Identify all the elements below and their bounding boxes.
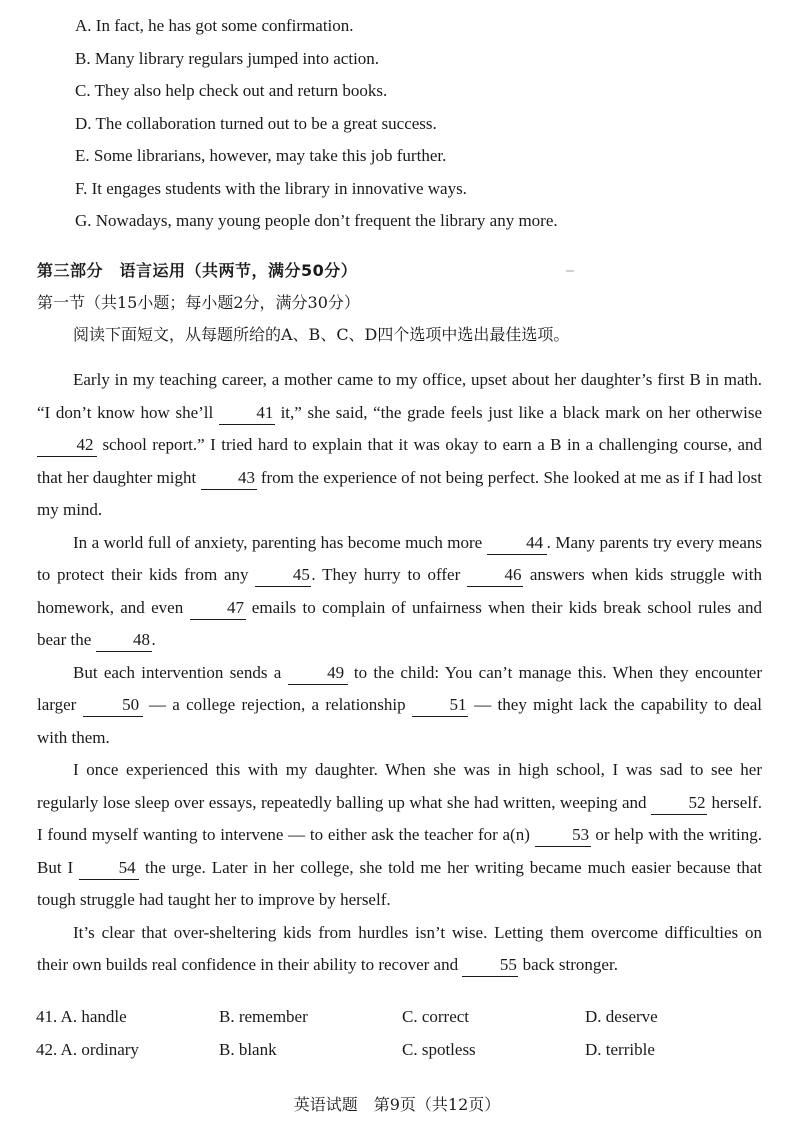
option-g: G. Nowadays, many young people don’t frequent the library any more. [75, 211, 558, 230]
blank-41: 41 [219, 402, 275, 425]
q42-option-a: 42. A. ordinary [36, 1040, 139, 1059]
option-f: F. It engages students with the library in innovative ways. [75, 178, 467, 198]
page-footer: 英语试题 第9页（共12页） [293, 1095, 501, 1114]
cloze-passage [37, 364, 762, 982]
q41-option-d: D. deserve [585, 1007, 658, 1026]
q42-option-d: D. terrible [585, 1040, 655, 1059]
blank-53: 53 [535, 824, 591, 847]
q41-option-a: 41. A. handle [36, 1007, 127, 1026]
option-b: B. Many library regulars jumped into action. [75, 48, 380, 68]
answer-options-list [75, 10, 558, 238]
blank-46: 46 [467, 564, 523, 587]
q42-option-c: C. spotless [402, 1040, 476, 1059]
q41-option-b: B. remember [219, 1007, 308, 1026]
blank-42: 42 [37, 434, 97, 457]
option-a: A. In fact, he has got some confirmation. [75, 16, 354, 35]
print-smudge [566, 270, 574, 272]
blank-47: 47 [190, 597, 246, 620]
paragraph-4: I once experienced this with my daughter. When she was in high school, I was sad to see her regularly lose sleep over essays, repeatedly balling up what she had written, weeping and 52 herself. I found myself wanting to intervene — to either ask the teacher for a(n) 53 or help with the writing. But I 54 the urge. Later in her college, she told me her writing became much easier because that tough struggle had taught her to improve by herself. [37, 760, 763, 909]
blank-52: 52 [651, 792, 707, 815]
option-c: C. They also help check out and return books. [75, 81, 388, 100]
q41-option-c: C. correct [402, 1007, 470, 1026]
blank-54: 54 [79, 857, 139, 880]
option-d: D. The collaboration turned out to be a great success. [75, 113, 437, 133]
option-e: E. Some librarians, however, may take this job further. [75, 146, 447, 165]
paragraph-1: Early in my teaching career, a mother came to my office, upset about her daughter’s first B in math. “I don’t know how she’ll 41 it,” she said, “the grade feels just like a black mark on her otherwise 42 school report.” I tried hard to explain that it was okay to earn a B in a challenging course, and that her daughter might 43 from the experience of not being perfect. She looked at me as if I had lost my mind. [37, 370, 763, 519]
paragraph-2: In a world full of anxiety, parenting has become much more 44 . Many parents try every means to protect their kids from any 45. They hurry to offer 46 answers when kids struggle with homework, and even 47 emails to complain of unfairness when their kids break school rules and bear the 48. [37, 527, 762, 657]
blank-43: 43 [201, 467, 257, 490]
blank-51: 51 [412, 694, 468, 717]
blank-50: 50 [83, 694, 143, 717]
blank-49: 49 [288, 662, 348, 685]
section-instruction: 阅读下面短文，从每题所给的A、B、C、D四个选项中选出最佳选项。 [73, 325, 570, 344]
blank-48: 48 [96, 629, 152, 652]
blank-45: 45 [255, 564, 311, 587]
blank-55: 55 [462, 954, 518, 977]
paragraph-5: It’s clear that over-sheltering kids from hurdles isn’t wise. Letting them overcome difficulties on their own builds real confidence in their ability to recover and 55 back stronger. [37, 917, 762, 982]
section-subtitle: 第一节（共15小题；每小题2分，满分30分） [37, 293, 360, 312]
blank-44: 44 [487, 532, 547, 555]
q42-option-b: B. blank [219, 1040, 277, 1059]
section-title: 第三部分 语言运用（共两节，满分50分） [37, 261, 358, 280]
paragraph-3: But each intervention sends a 49 to the child: You can’t manage this. When they encounter larger 50 — a college rejection, a relationship 51 — they might lack the capability to deal with them. [37, 662, 762, 747]
